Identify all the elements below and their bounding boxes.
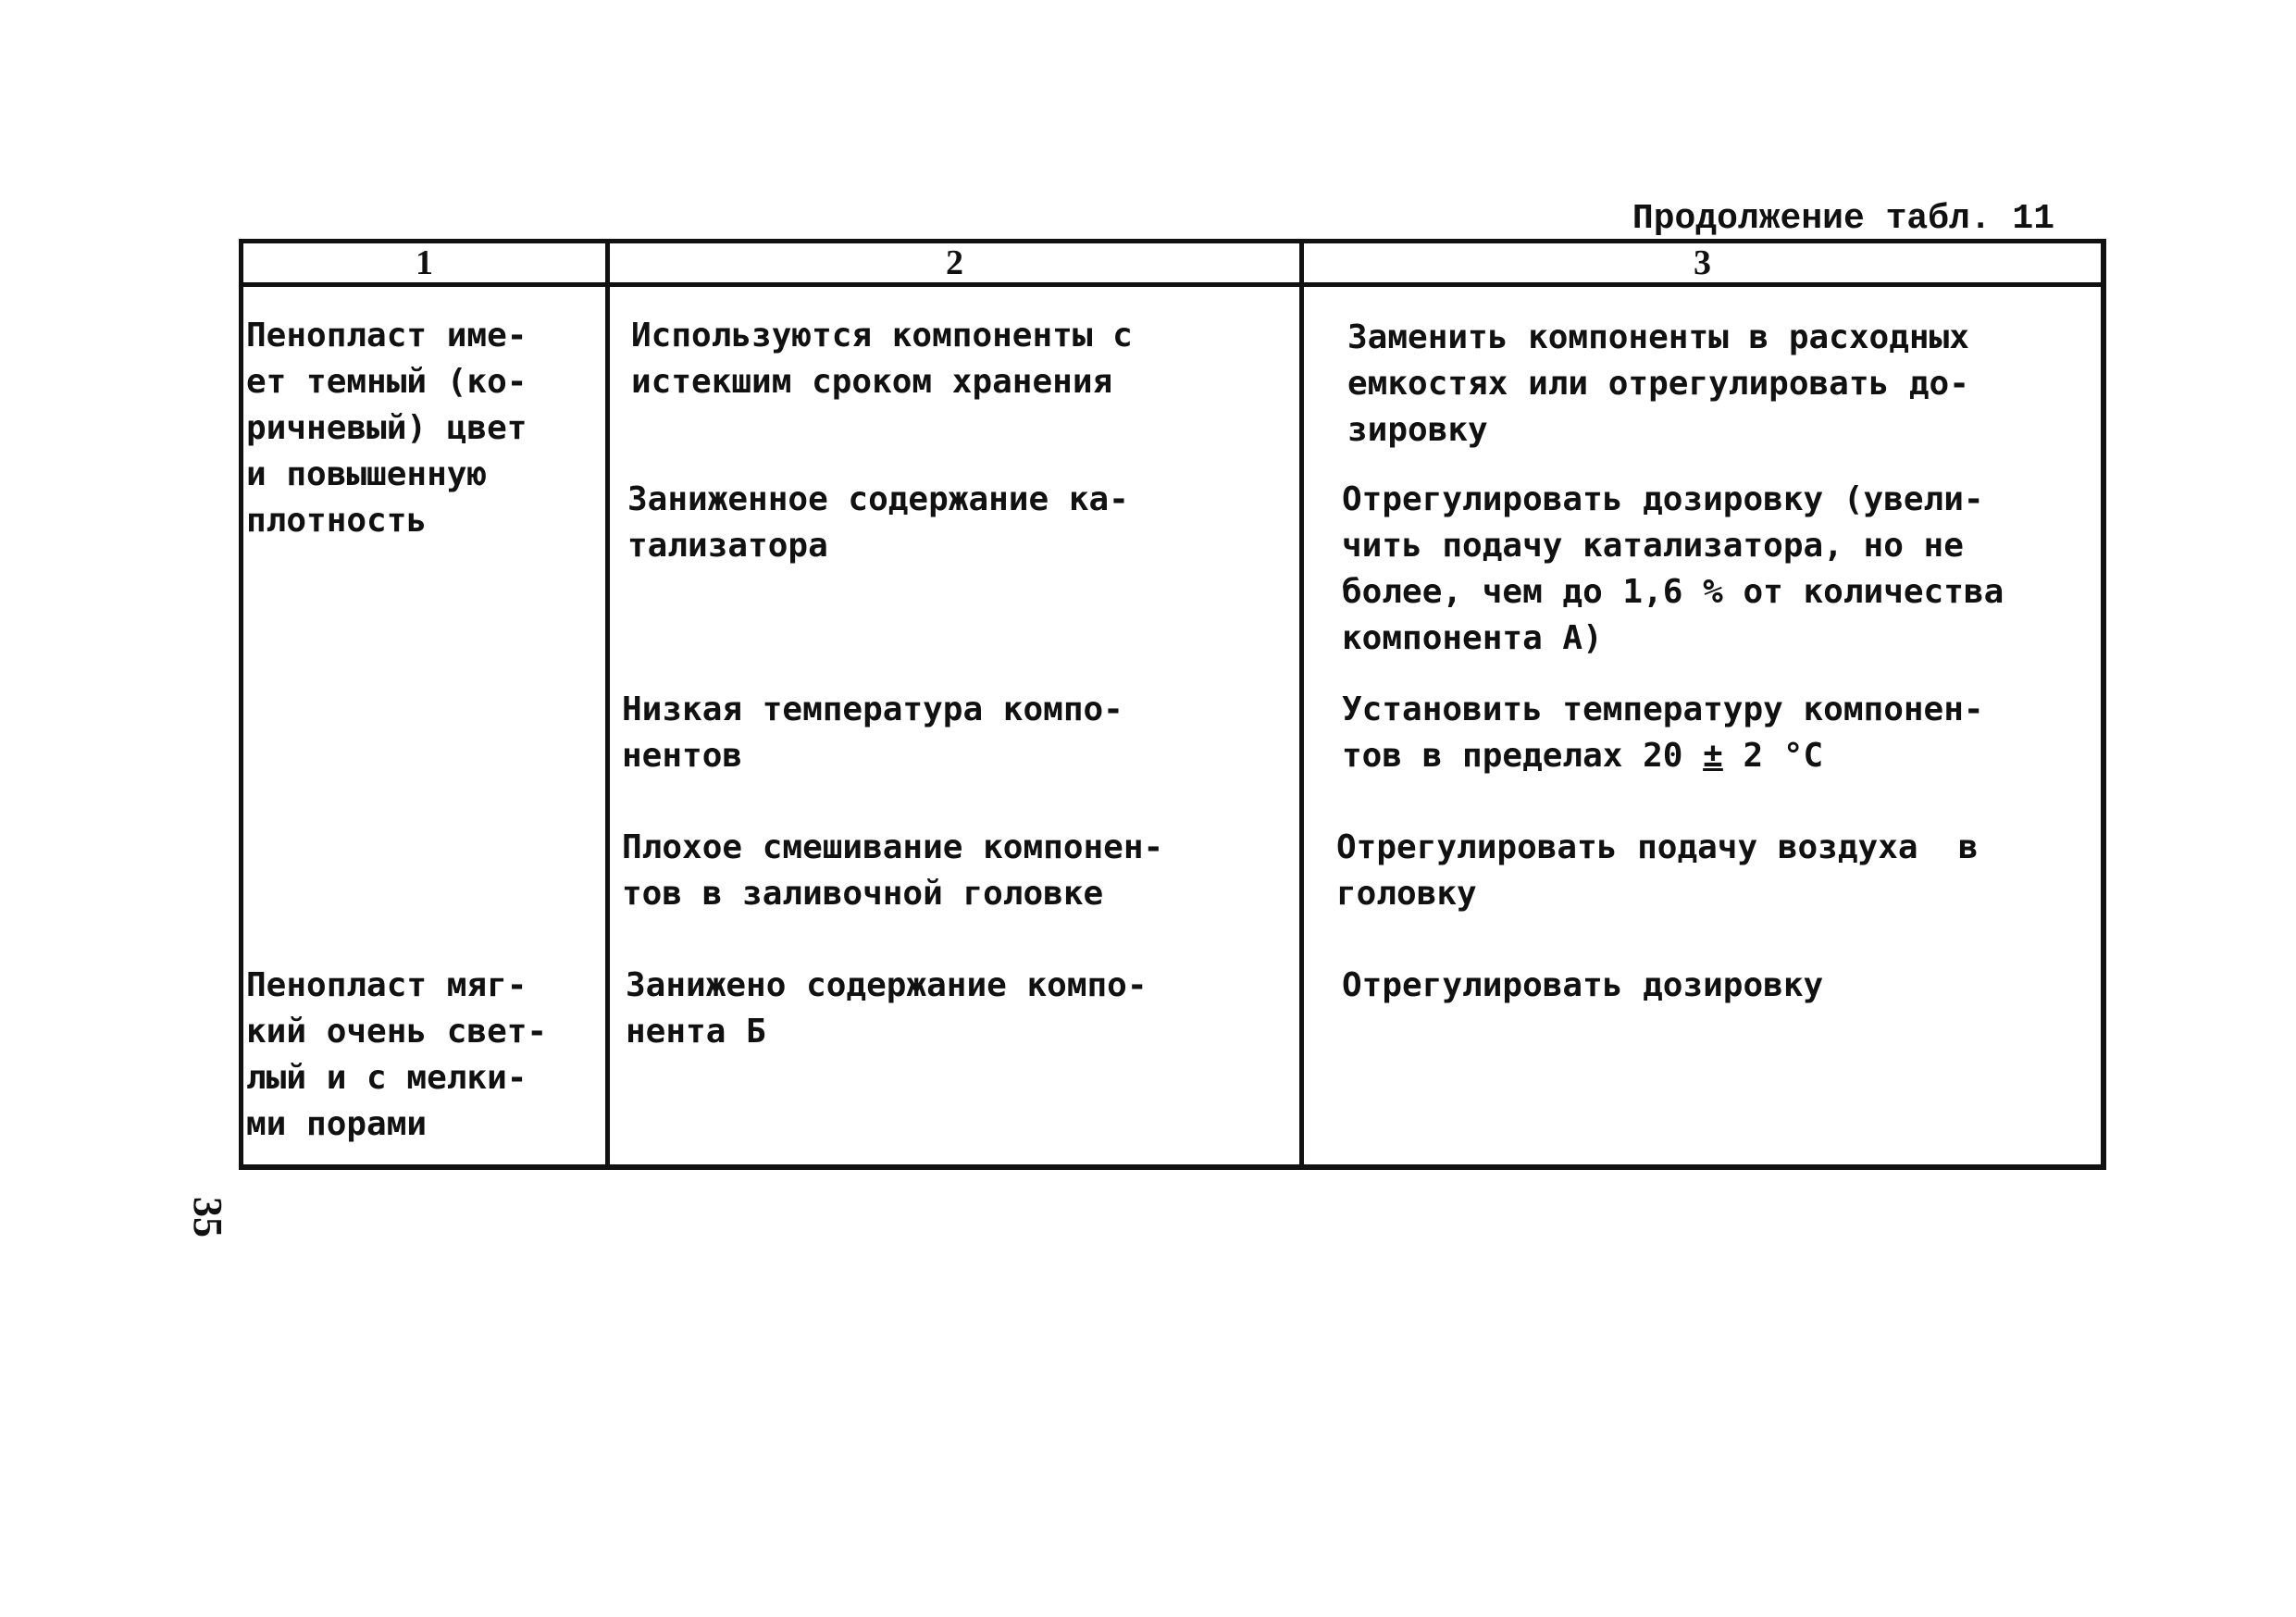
- cause-cell-5: Занижено содержание компо- нента Б: [626, 966, 1148, 1051]
- remedy-cell-3: [1342, 687, 1984, 779]
- cause-cell-2: Заниженное содержание ка- тализатора: [627, 480, 1129, 565]
- column-header-1: 1: [416, 243, 433, 282]
- table-caption: Продолжение табл. 11: [1632, 199, 2054, 239]
- column-divider-1: [605, 239, 610, 1170]
- cause-cell-1: Используются компоненты с истекшим сроком хранения: [631, 317, 1133, 401]
- table-left-border: [239, 239, 243, 1170]
- defect-cell-1: Пенопласт име- ет темный (ко- ричневый) цвет и повышенную плотность: [246, 317, 527, 540]
- remedy-cell-2: Отрегулировать дозировку (увели- чить подачу катализатора, но не более, чем до 1,6 % от количества компонента А): [1342, 480, 2004, 657]
- remedy-cell-4: Отрегулировать подачу воздуха в головку: [1336, 828, 1979, 913]
- defect-cell-2: Пенопласт мяг- кий очень свет- лый и с мелки- ми порами: [246, 966, 548, 1143]
- remedy-cell-3-line-2-suffix: 2 °С: [1722, 737, 1824, 775]
- column-header-3: 3: [1694, 243, 1711, 282]
- column-header-2: 2: [946, 243, 963, 282]
- remedy-cell-3-line-1: Установить температуру компонен-: [1342, 690, 1984, 728]
- cause-cell-3: Низкая температура компо- нентов: [622, 690, 1123, 775]
- table-bottom-border: [239, 1164, 2106, 1170]
- remedy-cell-1: Заменить компоненты в расходных емкостях или отрегулировать до- зировку: [1347, 318, 1969, 449]
- cause-cell-4: Плохое смешивание компонен- тов в заливочной головке: [622, 828, 1164, 913]
- table-right-border: [2101, 239, 2106, 1170]
- page-number: 35: [185, 1197, 230, 1238]
- remedy-cell-5: Отрегулировать дозировку: [1342, 966, 1824, 1004]
- plus-minus-sign: ±: [1703, 737, 1723, 775]
- remedy-cell-3-line-2-prefix: тов в пределах 20: [1342, 737, 1704, 775]
- column-divider-2: [1299, 239, 1304, 1170]
